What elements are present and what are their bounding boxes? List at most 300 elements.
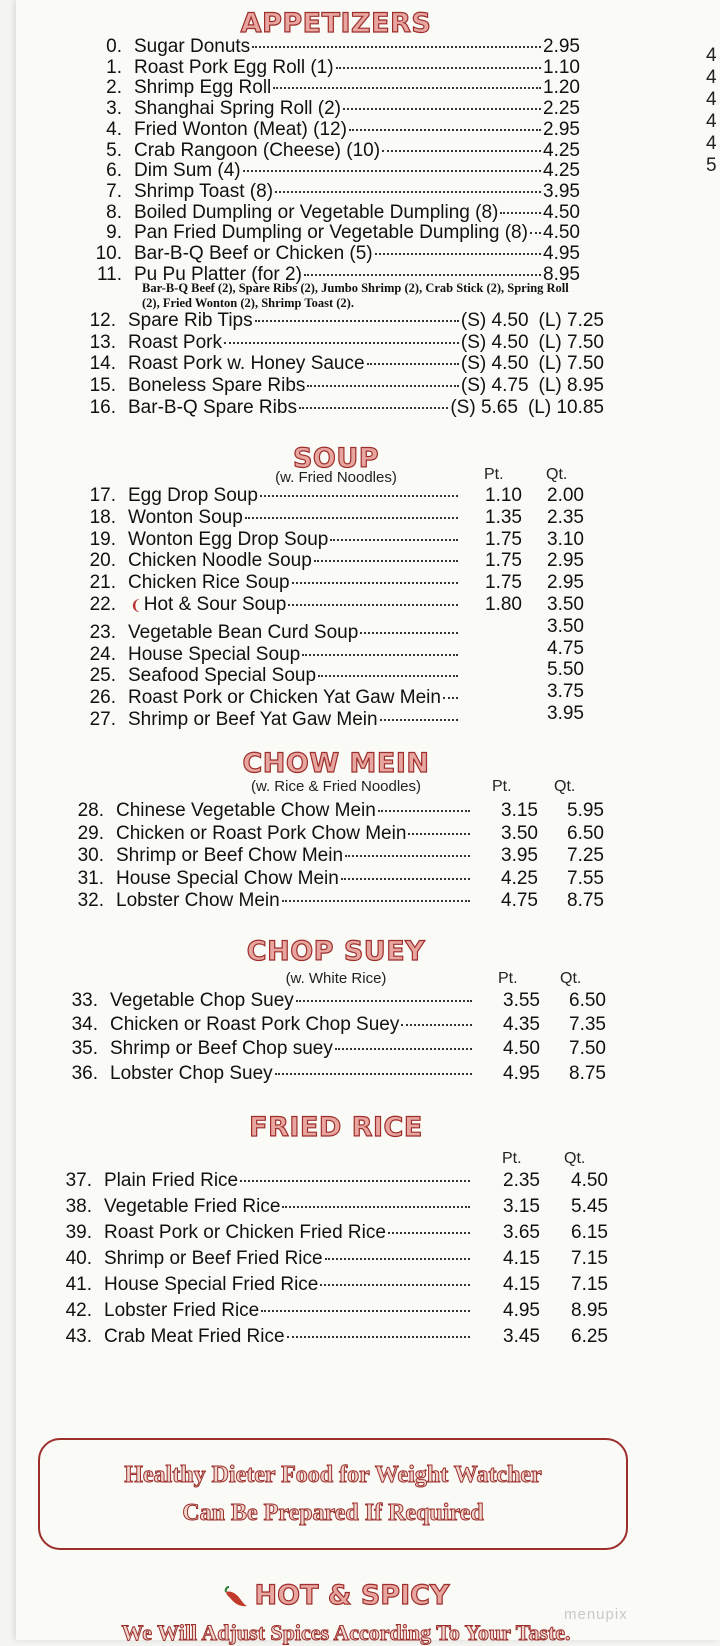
- menu-item-row: [54, 800, 604, 822]
- item-name: Shrimp or Beef Fried Rice: [104, 1248, 323, 1269]
- leader-dots: [380, 719, 458, 721]
- section-title-appetizers: APPETIZERS: [240, 8, 432, 39]
- item-number: 6.: [106, 160, 122, 182]
- leader-dots: [375, 253, 541, 255]
- menu-item-row: [64, 572, 584, 594]
- item-name: Seafood Special Soup: [128, 665, 317, 687]
- item-number: 7.: [106, 180, 122, 202]
- item-name: Roast Pork Egg Roll (1): [134, 56, 334, 78]
- pt-header: Pt.: [498, 970, 518, 987]
- item-number: 3.: [106, 98, 122, 120]
- item-number: 25.: [89, 665, 116, 687]
- item-name: Spare Rib Tips: [128, 310, 253, 331]
- item-number: 15.: [89, 375, 116, 397]
- menu-item-row: [38, 1222, 608, 1244]
- menu-item-row: [64, 332, 604, 354]
- dieter-notice-line1: Healthy Dieter Food for Weight Watcher: [124, 1462, 542, 1488]
- edge-digit: 5: [706, 155, 717, 176]
- leader-dots: [343, 108, 541, 110]
- pint-price: [460, 616, 522, 638]
- quart-price: 5.95: [567, 800, 604, 821]
- item-name: Shrimp Toast (8): [134, 180, 274, 202]
- quart-price: 8.75: [567, 890, 604, 911]
- leader-dots: [408, 833, 470, 835]
- leader-dots: [287, 1336, 470, 1338]
- item-name: Roast Pork or Chicken Fried Rice: [104, 1222, 386, 1243]
- item-number: 40.: [65, 1248, 92, 1269]
- menu-item-row: [64, 310, 604, 332]
- menu-item-row: [72, 160, 580, 182]
- pt-qt-prices: [460, 550, 584, 572]
- leader-dots: [275, 191, 541, 193]
- item-number: 9.: [106, 222, 122, 244]
- item-number: 17.: [89, 485, 116, 506]
- leader-dots: [325, 1258, 470, 1260]
- quart-price: 2.95: [547, 572, 584, 594]
- menu-page: [16, 0, 720, 1645]
- item-number: 39.: [65, 1222, 92, 1243]
- pint-price: 3.45: [503, 1326, 540, 1347]
- pint-price: 3.15: [503, 1196, 540, 1217]
- item-name: Crab Rangoon (Cheese) (10): [134, 139, 381, 161]
- pt-qt-prices: [472, 1222, 608, 1244]
- menu-item-row: [48, 1014, 606, 1036]
- item-price: 4.25: [543, 160, 580, 182]
- quart-price: 3.50: [547, 615, 584, 637]
- item-name: House Special Soup: [128, 643, 301, 665]
- leader-dots: [299, 407, 448, 409]
- item-name: House Special Chow Mein: [116, 867, 339, 889]
- quart-price: 7.35: [569, 1014, 606, 1036]
- menu-item-row: [72, 98, 580, 120]
- edge-digits: [706, 45, 720, 177]
- quart-price: 6.50: [567, 822, 604, 844]
- leader-dots: [336, 67, 541, 69]
- quart-price: 7.15: [571, 1248, 608, 1269]
- leader-dots: [349, 129, 541, 131]
- pt-qt-prices: [474, 1014, 606, 1036]
- pint-price: 1.35: [485, 506, 522, 528]
- pt-qt-prices: [474, 1038, 606, 1060]
- pint-price: 4.15: [503, 1274, 540, 1295]
- pt-qt-prices: [472, 1248, 608, 1270]
- item-number: 41.: [65, 1274, 92, 1295]
- leader-dots: [302, 654, 458, 656]
- menu-item-row: [64, 703, 584, 731]
- size-prices: [461, 375, 604, 397]
- item-number: 29.: [77, 822, 104, 844]
- quart-price: 3.95: [547, 703, 584, 724]
- pt-qt-prices: [472, 1196, 608, 1218]
- leader-dots: [401, 1024, 472, 1026]
- pt-qt-prices: [472, 823, 604, 845]
- pint-price: 4.95: [503, 1300, 540, 1321]
- item-number: 42.: [65, 1300, 92, 1321]
- quart-price: 3.10: [547, 528, 584, 550]
- item-price: 1.20: [543, 77, 580, 99]
- pt-qt-prices: [460, 529, 584, 551]
- hot-spicy-title: HOT & SPICY: [254, 1580, 450, 1611]
- menu-item-row: [38, 1300, 608, 1322]
- leader-dots: [320, 1284, 470, 1286]
- pint-price: 3.55: [503, 990, 540, 1011]
- leader-dots: [292, 582, 458, 584]
- pint-price: 4.95: [503, 1062, 540, 1084]
- pt-qt-prices: [474, 990, 606, 1012]
- large-price: (L) 7.50: [538, 331, 604, 353]
- edge-digit: 4: [706, 111, 717, 132]
- large-price: (L) 7.25: [538, 310, 604, 331]
- menu-item-row: [72, 77, 580, 99]
- pint-price: 1.75: [485, 550, 522, 572]
- item-number: 10.: [95, 243, 122, 264]
- item-price: 2.95: [543, 36, 580, 57]
- quart-price: 8.95: [571, 1300, 608, 1321]
- leader-dots: [296, 1000, 472, 1002]
- quart-price: 4.75: [547, 637, 584, 659]
- item-price: 4.95: [543, 243, 580, 264]
- item-number: 1.: [106, 56, 122, 78]
- item-number: 13.: [89, 331, 116, 353]
- pint-price: 3.65: [503, 1222, 540, 1243]
- item-price: 4.50: [543, 222, 580, 244]
- item-name: Vegetable Chop Suey: [110, 990, 294, 1011]
- pt-qt-prices: [460, 681, 584, 703]
- item-name: Shrimp or Beef Chop suey: [110, 1038, 333, 1060]
- menu-item-row: [54, 868, 604, 890]
- menu-item-row: [38, 1170, 608, 1192]
- leader-dots: [255, 320, 459, 322]
- size-prices: [461, 310, 604, 332]
- item-number: 31.: [77, 867, 104, 889]
- item-number: 38.: [65, 1196, 92, 1217]
- size-prices: [461, 332, 604, 354]
- item-number: 14.: [89, 353, 116, 375]
- leader-dots: [282, 900, 470, 902]
- pt-qt-prices: [472, 1170, 608, 1192]
- item-number: 26.: [89, 687, 116, 709]
- pt-qt-prices: [474, 1063, 606, 1085]
- pupu-platter-description: Bar-B-Q Beef (2), Spare Ribs (2), Jumbo Shrimp (2), Crab Stick (2), Spring Roll (2), Fried Wonton (2), Shrimp Toast (2).: [142, 281, 569, 310]
- leader-dots: [443, 697, 458, 699]
- leader-dots: [243, 170, 541, 172]
- item-price: 4.50: [543, 201, 580, 223]
- pint-price: 4.75: [501, 890, 538, 911]
- leader-dots: [360, 632, 458, 634]
- large-price: (L) 10.85: [527, 396, 604, 418]
- menu-item-row: [72, 36, 580, 58]
- menu-item-row: [54, 890, 604, 912]
- quart-price: 2.00: [547, 485, 584, 506]
- item-name: House Special Fried Rice: [104, 1274, 319, 1295]
- item-number: 12.: [89, 310, 116, 331]
- item-name: Chicken Rice Soup: [128, 572, 290, 594]
- menu-item-row: [72, 202, 580, 224]
- pt-qt-prices: [472, 1274, 608, 1296]
- item-name: Lobster Chow Mein: [116, 890, 280, 911]
- pint-price: 1.75: [485, 528, 522, 550]
- pint-price: 4.50: [503, 1038, 540, 1060]
- quart-price: 7.25: [567, 845, 604, 866]
- small-price: (S) 4.75: [460, 375, 529, 397]
- menu-item-row: [38, 1274, 608, 1296]
- menu-item-row: [72, 243, 580, 265]
- item-name: Vegetable Fried Rice: [104, 1196, 281, 1217]
- menu-item-row: [64, 529, 584, 551]
- leader-dots: [500, 212, 541, 214]
- leader-dots: [341, 878, 470, 880]
- edge-digit: 4: [706, 133, 717, 154]
- leader-dots: [288, 604, 458, 606]
- quart-price: 8.75: [569, 1062, 606, 1084]
- menu-item-row: [48, 1063, 606, 1085]
- pt-qt-prices: [460, 659, 584, 681]
- item-name: Shrimp or Beef Chow Mein: [116, 845, 344, 866]
- dieter-notice-box: [38, 1438, 628, 1550]
- item-name: Chicken or Roast Pork Chop Suey: [110, 1014, 400, 1036]
- section-subtitle-chow-mein: (w. Rice & Fried Noodles): [250, 778, 422, 795]
- quart-price: 2.35: [547, 506, 584, 528]
- large-price: (L) 7.50: [538, 353, 604, 375]
- menu-item-row: [72, 140, 580, 162]
- small-price: (S) 4.50: [460, 310, 529, 331]
- item-number: 21.: [89, 572, 116, 594]
- item-number: 27.: [89, 709, 116, 730]
- quart-price: 6.50: [569, 990, 606, 1011]
- leader-dots: [282, 1206, 470, 1208]
- item-name: Boiled Dumpling or Vegetable Dumpling (8): [134, 201, 499, 223]
- qt-header: Qt.: [560, 970, 582, 987]
- pint-price: 4.15: [503, 1248, 540, 1269]
- menu-item-row: [54, 823, 604, 845]
- section-title-soup: SOUP: [292, 443, 380, 474]
- item-number: 22.: [89, 594, 116, 615]
- leader-dots: [335, 1048, 472, 1050]
- qt-header: Qt.: [564, 1150, 586, 1167]
- quart-price: 5.50: [547, 659, 584, 681]
- menu-item-row: [64, 375, 604, 397]
- qt-header: Qt.: [554, 778, 576, 795]
- item-name: Chinese Vegetable Chow Mein: [116, 800, 376, 821]
- quart-price: 3.75: [547, 681, 584, 703]
- menu-item-row: [38, 1248, 608, 1270]
- item-number: 35.: [71, 1038, 98, 1060]
- item-name: Boneless Spare Ribs: [128, 375, 306, 397]
- item-number: 30.: [77, 845, 104, 866]
- item-number: 43.: [65, 1326, 92, 1347]
- item-name: Roast Pork: [128, 331, 222, 353]
- menu-item-row: [64, 550, 584, 572]
- item-number: 33.: [71, 990, 98, 1011]
- pt-qt-prices: [460, 572, 584, 594]
- quart-price: 3.50: [547, 594, 584, 615]
- quart-price: 7.50: [569, 1038, 606, 1060]
- pint-price: 1.80: [485, 594, 522, 615]
- pint-price: 1.10: [485, 485, 522, 506]
- item-name: Wonton Soup: [128, 506, 243, 528]
- item-name: Dim Sum (4): [134, 160, 241, 182]
- menu-item-row: [64, 594, 584, 616]
- large-price: (L) 8.95: [538, 375, 604, 397]
- edge-digit: 4: [706, 89, 717, 110]
- item-price: 2.95: [543, 118, 580, 140]
- menu-item-row: [72, 181, 580, 203]
- pint-price: 3.15: [501, 800, 538, 821]
- item-price: 1.10: [543, 56, 580, 78]
- pt-qt-prices: [472, 845, 604, 867]
- item-name: Hot & Sour Soup: [143, 594, 287, 615]
- item-name: Chicken Noodle Soup: [128, 550, 312, 572]
- pt-qt-prices: [472, 1300, 608, 1322]
- pt-qt-prices: [460, 638, 584, 660]
- item-number: 5.: [106, 139, 122, 161]
- item-number: 20.: [89, 550, 116, 572]
- item-number: 28.: [77, 800, 104, 821]
- pint-price: 1.75: [485, 572, 522, 594]
- pint-price: 2.35: [503, 1170, 540, 1191]
- menu-item-row: [64, 397, 604, 419]
- item-number: 37.: [65, 1170, 92, 1191]
- leader-dots: [304, 274, 541, 276]
- item-name: Roast Pork w. Honey Sauce: [128, 353, 365, 375]
- item-number: 36.: [71, 1062, 98, 1084]
- item-number: 4.: [106, 118, 122, 140]
- spice-adjust-note: We Will Adjust Spices According To Your Taste.: [121, 1620, 571, 1645]
- item-name: Plain Fried Rice: [104, 1170, 239, 1191]
- watermark: menupix: [564, 1606, 628, 1623]
- menu-item-row: [72, 222, 580, 244]
- item-number: 11.: [96, 263, 122, 285]
- pt-header: Pt.: [484, 466, 504, 483]
- item-name: Pan Fried Dumpling or Vegetable Dumpling (8): [134, 222, 528, 244]
- pt-qt-prices: [472, 1326, 608, 1348]
- item-name: Bar-B-Q Spare Ribs: [128, 396, 297, 418]
- menu-item-row: [48, 990, 606, 1012]
- quart-price: 6.25: [571, 1326, 608, 1347]
- section-title-chop-suey: CHOP SUEY: [246, 936, 426, 967]
- item-name: Crab Meat Fried Rice: [104, 1326, 285, 1347]
- quart-price: 7.15: [571, 1274, 608, 1295]
- dieter-notice-line2: Can Be Prepared If Required: [182, 1500, 484, 1526]
- qt-header: Qt.: [546, 466, 568, 483]
- pint-price: [460, 703, 522, 725]
- item-name: Egg Drop Soup: [128, 485, 258, 506]
- leader-dots: [345, 855, 470, 857]
- leader-dots: [530, 232, 541, 234]
- item-price: 4.25: [543, 139, 580, 161]
- item-name: Pu Pu Platter (for 2): [134, 263, 302, 285]
- item-name: Shrimp Egg Roll: [134, 77, 272, 99]
- pint-price: 3.50: [501, 822, 538, 844]
- leader-dots: [307, 385, 458, 387]
- item-number: 2.: [106, 77, 122, 99]
- pt-header: Pt.: [492, 778, 512, 795]
- chili-pepper-icon: [223, 1586, 249, 1608]
- pt-qt-prices: [460, 616, 584, 638]
- quart-price: 5.45: [571, 1196, 608, 1217]
- item-number: 23.: [89, 621, 116, 643]
- edge-digit: 4: [706, 67, 717, 88]
- pt-qt-prices: [460, 703, 584, 725]
- item-price: 8.95: [543, 263, 580, 285]
- item-name: Shanghai Spring Roll (2): [134, 98, 342, 120]
- pint-price: [460, 638, 522, 660]
- small-price: (S) 4.50: [460, 353, 529, 375]
- pt-qt-prices: [472, 868, 604, 890]
- section-subtitle-chop-suey: (w. White Rice): [285, 970, 387, 987]
- leader-dots: [382, 150, 541, 152]
- pint-price: 4.35: [503, 1014, 540, 1036]
- item-number: 24.: [89, 643, 116, 665]
- item-name: Bar-B-Q Beef or Chicken (5): [134, 243, 373, 264]
- pt-header: Pt.: [502, 1150, 522, 1167]
- quart-price: 6.15: [571, 1222, 608, 1243]
- section-title-chow-mein: CHOW MEIN: [242, 748, 430, 779]
- pint-price: [460, 681, 522, 703]
- item-name: Roast Pork or Chicken Yat Gaw Mein: [128, 687, 441, 709]
- leader-dots: [388, 1232, 470, 1234]
- size-prices: [450, 397, 604, 419]
- leader-dots: [367, 363, 459, 365]
- pint-price: 4.25: [501, 867, 538, 889]
- leader-dots: [260, 495, 458, 497]
- leader-dots: [314, 560, 458, 562]
- size-prices: [461, 353, 604, 375]
- section-title-fried-rice: FRIED RICE: [249, 1112, 423, 1143]
- chili-pepper-icon: ❨: [130, 597, 142, 613]
- item-number: 34.: [71, 1014, 98, 1036]
- menu-item-row: [48, 1038, 606, 1060]
- leader-dots: [252, 46, 541, 48]
- quart-price: 2.95: [547, 550, 584, 572]
- item-name: Shrimp or Beef Yat Gaw Mein: [128, 709, 378, 730]
- item-price: 3.95: [543, 180, 580, 202]
- item-name: Sugar Donuts: [134, 36, 251, 57]
- leader-dots: [318, 675, 458, 677]
- pt-qt-prices: [472, 800, 604, 822]
- item-number: 18.: [89, 506, 116, 528]
- item-number: 19.: [89, 528, 116, 550]
- item-number: 32.: [77, 890, 104, 911]
- leader-dots: [224, 342, 459, 344]
- hot-spicy-heading: [16, 1580, 656, 1611]
- small-price: (S) 4.50: [460, 331, 529, 353]
- small-price: (S) 5.65: [450, 396, 518, 418]
- item-name: Fried Wonton (Meat) (12): [134, 118, 347, 140]
- pint-price: [460, 659, 522, 681]
- item-price: 2.25: [543, 98, 580, 120]
- pt-qt-prices: [460, 594, 584, 616]
- menu-item-row: [64, 353, 604, 375]
- item-name: Lobster Chop Suey: [110, 1062, 273, 1084]
- item-name: Wonton Egg Drop Soup: [128, 528, 329, 550]
- menu-item-row: [64, 507, 584, 529]
- pt-qt-prices: [460, 507, 584, 529]
- leader-dots: [245, 517, 458, 519]
- leader-dots: [378, 810, 470, 812]
- item-number: 8.: [106, 201, 122, 223]
- item-name: Lobster Fried Rice: [104, 1300, 260, 1321]
- menu-item-row: [38, 1196, 608, 1218]
- item-name: Chicken or Roast Pork Chow Mein: [116, 822, 407, 844]
- menu-item-row: [64, 485, 584, 507]
- pint-price: 3.95: [501, 845, 538, 866]
- menu-item-row: [72, 119, 580, 141]
- leader-dots: [273, 87, 541, 89]
- pt-qt-prices: [472, 890, 604, 912]
- quart-price: 4.50: [571, 1170, 608, 1191]
- leader-dots: [240, 1180, 470, 1182]
